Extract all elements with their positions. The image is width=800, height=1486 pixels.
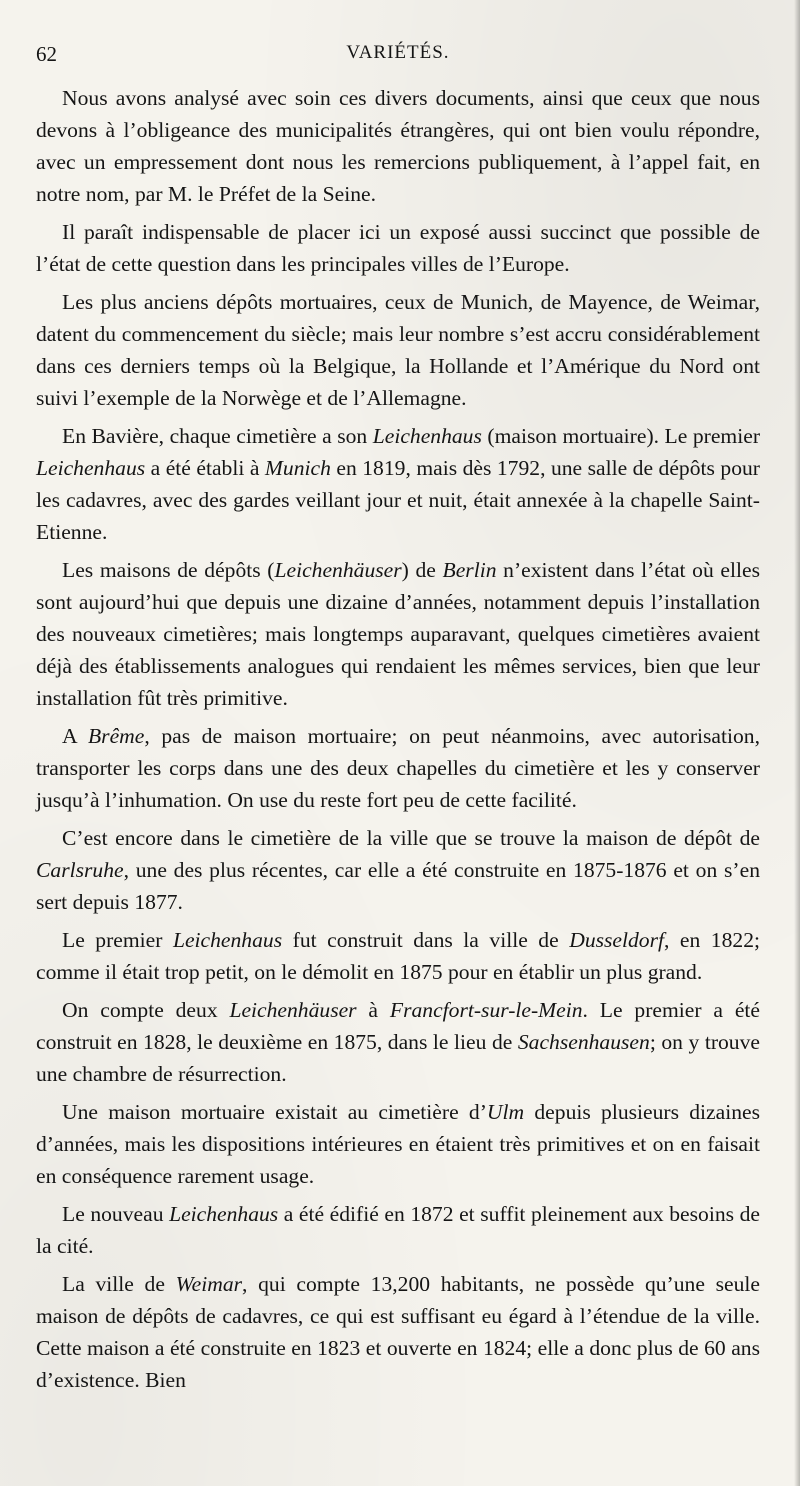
paragraph: [36, 216, 760, 280]
italic-text: Dusseldorf: [569, 928, 664, 952]
text-run: On compte deux: [62, 998, 230, 1022]
paragraph: [36, 1096, 760, 1192]
page-edge-shadow: [794, 0, 800, 1486]
text-run: à: [356, 998, 390, 1022]
text-run: Le nouveau: [62, 1202, 170, 1226]
text-run: . Le premier a été construit en 1828, le deuxième en 1875, dans le lieu de: [36, 998, 760, 1054]
italic-text: Leichenhaus: [36, 456, 146, 480]
text-run: Les plus anciens dépôts mortuaires, ceux de Munich, de Mayence, de Weimar, datent du commencement du siècle; mais leur nombre s’est accru considérablement dans ces derniers temps où la Belgique, la Hollande et l’Amérique du Nord ont suivi l’exemple de la Norwège et de l’Allemagne.: [36, 290, 760, 410]
italic-text: Sachsenhausen: [517, 1030, 650, 1054]
paragraph: [36, 924, 760, 988]
text-run: fut construit dans la ville de: [282, 928, 570, 952]
text-run: ; on y trouve une chambre de résurrection.: [36, 1030, 760, 1086]
text-run: , qui compte 13,200 habitants, ne possède qu’une seule maison de dépôts de cadavres, ce qui est suffisant eu égard à l’étendue de la ville. Cette maison a été construite en 1823 et ouverte en 1824; elle a donc plus de 60 ans d’existence. Bien: [36, 1272, 760, 1392]
page-header: [36, 36, 760, 80]
italic-text: Ulm: [486, 1100, 525, 1124]
italic-text: Munich: [264, 456, 331, 480]
paragraph: [36, 420, 760, 548]
text-run: , pas de maison mortuaire; on peut néanmoins, avec autorisation, transporter les corps dans une des deux chapelles du cimetière et les y conserver jusqu’à l’inhumation. On use du reste fort peu de cette facilité.: [36, 724, 760, 812]
paragraph: [36, 1268, 760, 1396]
paragraph: [36, 994, 760, 1090]
text-run: En Bavière, chaque cimetière a son: [62, 424, 373, 448]
paragraph: [36, 554, 760, 714]
text-run: depuis plusieurs dizaines d’années, mais les dispositions intérieures en étaient très primitives et on en faisait en conséquence rarement usage.: [36, 1100, 761, 1188]
italic-text: Berlin: [442, 558, 497, 582]
italic-text: Brême: [87, 724, 145, 748]
italic-text: Leichenhaus: [172, 928, 283, 952]
italic-text: Weimar: [175, 1272, 243, 1296]
text-run: Le premier: [62, 928, 173, 952]
paragraph: [36, 720, 760, 816]
italic-text: Francfort-sur-le-Mein: [389, 998, 583, 1022]
paragraph: [36, 822, 760, 918]
text-run: La ville de: [62, 1272, 176, 1296]
italic-text: Carlsruhe: [36, 858, 124, 882]
italic-text: Leichenhäuser: [229, 998, 357, 1022]
text-run: (maison mortuaire). Le premier: [481, 424, 761, 448]
page-number: 62: [36, 42, 57, 66]
text-run: a été établi à: [145, 456, 265, 480]
text-run: n’existent dans l’état où elles sont aujourd’hui que depuis une dizaine d’années, notamment depuis l’installation des nouveaux cimetières; mais longtemps auparavant, quelques cimetières avaient déjà des établissements analogues qui rendaient les mêmes services, bien que leur installation fût très primitive.: [36, 558, 760, 710]
text-run: Il paraît indispensable de placer ici un exposé aussi succinct que possible de l’état de cette question dans les principales villes de l’Europe.: [36, 220, 760, 276]
paragraph: [36, 82, 760, 210]
text-run: a été édifié en 1872 et suffit pleinement aux besoins de la cité.: [36, 1202, 760, 1258]
body-text: [36, 82, 760, 1396]
running-title: VARIÉTÉS.: [346, 42, 450, 63]
text-run: Une maison mortuaire existait au cimetière d’: [62, 1100, 487, 1124]
paragraph: [36, 286, 760, 414]
italic-text: Leichenhaus: [372, 424, 482, 448]
paragraph: [36, 1198, 760, 1262]
text-run: Les maisons de dépôts (: [62, 558, 275, 582]
text-run: , une des plus récentes, car elle a été construite en 1875-1876 et on s’en sert depuis 1877.: [36, 858, 760, 914]
italic-text: Leichenhäuser: [274, 558, 402, 582]
text-run: , en 1822; comme il était trop petit, on le démolit en 1875 pour en établir un plus grand.: [36, 928, 760, 984]
text-run: ) de: [401, 558, 443, 582]
text-run: A: [62, 724, 88, 748]
italic-text: Leichenhaus: [169, 1202, 279, 1226]
text-run: C’est encore dans le cimetière de la ville que se trouve la maison de dépôt de: [62, 826, 760, 850]
text-run: Nous avons analysé avec soin ces divers documents, ainsi que ceux que nous devons à l’obligeance des municipalités étrangères, qui ont bien voulu répondre, avec un empressement dont nous les remercions publiquement, à l’appel fait, en notre nom, par M. le Préfet de la Seine.: [36, 86, 760, 206]
text-run: en 1819, mais dès 1792, une salle de dépôts pour les cadavres, avec des gardes veillant jour et nuit, était annexée à la chapelle Saint-Etienne.: [36, 456, 761, 544]
